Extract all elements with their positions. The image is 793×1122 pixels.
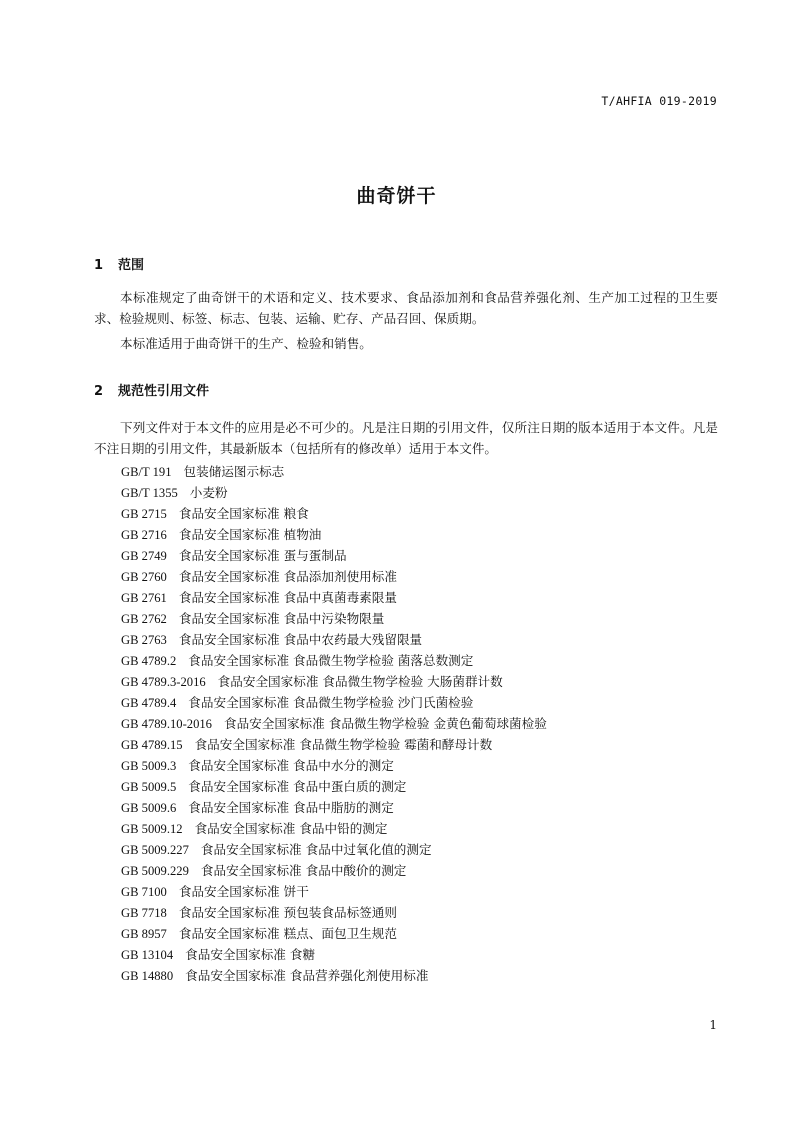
reference-code: GB 2716	[121, 528, 167, 543]
reference-item	[121, 629, 547, 650]
section-number: 1	[94, 258, 104, 273]
reference-title: 食品安全国家标准 食品中农药最大残留限量	[178, 632, 423, 648]
scope-paragraph-2: 本标准适用于曲奇饼干的生产、检验和销售。	[120, 336, 372, 351]
reference-code: GB 8957	[121, 927, 167, 942]
reference-title: 食品安全国家标准 食品中过氧化值的测定	[200, 842, 432, 858]
reference-title: 食品安全国家标准 食品微生物学检验 大肠菌群计数	[217, 674, 503, 690]
reference-code: GB 13104	[121, 948, 174, 963]
scope-paragraph-1: 本标准规定了曲奇饼干的术语和定义、技术要求、食品添加剂和食品营养强化剂、生产加工过程的卫生要求、检验规则、标签、标志、包装、运输、贮存、产品召回、保质期。	[94, 290, 718, 326]
reference-title: 食品安全国家标准 食品微生物学检验 菌落总数测定	[188, 653, 474, 669]
reference-title: 小麦粉	[189, 485, 228, 501]
page-title: 曲奇饼干	[356, 185, 437, 207]
reference-title: 食品安全国家标准 食品微生物学检验 金黄色葡萄球菌检验	[223, 716, 547, 732]
reference-code: GB 4789.10-2016	[121, 717, 212, 732]
reference-title: 食品安全国家标准 食品营养强化剂使用标准	[185, 968, 429, 984]
reference-code: GB 5009.3	[121, 759, 177, 774]
reference-code: GB 2763	[121, 633, 167, 648]
reference-title: 食品安全国家标准 食品中污染物限量	[178, 611, 385, 627]
reference-title: 食品安全国家标准 粮食	[178, 506, 309, 522]
reference-code: GB 7718	[121, 906, 167, 921]
section-heading-scope	[94, 254, 144, 273]
reference-code: GB 2761	[121, 591, 167, 606]
page-number: 1	[709, 1018, 717, 1032]
document-code: T/AHFIA 019-2019	[601, 94, 717, 108]
reference-title: 食品安全国家标准 食品添加剂使用标准	[178, 569, 397, 585]
reference-code: GB 4789.15	[121, 738, 183, 753]
reference-code: GB 2762	[121, 612, 167, 627]
reference-title: 食品安全国家标准 食品微生物学检验 霉菌和酵母计数	[194, 737, 493, 753]
reference-item	[121, 587, 547, 608]
reference-code: GB/T 191	[121, 465, 172, 479]
reference-code: GB 4789.4	[121, 696, 177, 711]
reference-code: GB 5009.6	[121, 801, 177, 816]
reference-title: 食品安全国家标准 饼干	[178, 884, 309, 900]
references-intro-paragraph: 下列文件对于本文件的应用是必不可少的。凡是注日期的引用文件，仅所注日期的版本适用于本文件。凡是不注日期的引用文件，其最新版本（包括所有的修改单）适用于本文件。	[94, 420, 718, 456]
reference-list	[121, 461, 547, 986]
reference-item	[121, 797, 547, 818]
reference-code: GB 4789.3-2016	[121, 675, 206, 690]
section-number: 2	[94, 384, 104, 399]
reference-item	[121, 566, 547, 587]
section-title: 规范性引用文件	[118, 384, 210, 399]
reference-code: GB 7100	[121, 885, 167, 900]
reference-item	[121, 860, 547, 881]
reference-code: GB 5009.12	[121, 822, 183, 837]
reference-code: GB 5009.227	[121, 843, 189, 858]
reference-title: 食品安全国家标准 食品中铅的测定	[194, 821, 388, 837]
reference-item	[121, 503, 547, 524]
reference-item	[121, 755, 547, 776]
reference-item	[121, 650, 547, 671]
reference-item	[121, 713, 547, 734]
reference-item	[121, 461, 547, 482]
reference-code: GB 5009.5	[121, 780, 177, 795]
reference-title: 食品安全国家标准 食品中蛋白质的测定	[188, 779, 407, 795]
reference-item	[121, 671, 547, 692]
reference-item	[121, 881, 547, 902]
reference-item	[121, 944, 547, 965]
reference-code: GB 2760	[121, 570, 167, 585]
reference-title: 包装储运图示标志	[183, 464, 285, 479]
reference-item	[121, 965, 547, 986]
reference-code: GB/T 1355	[121, 486, 178, 501]
reference-item	[121, 545, 547, 566]
reference-item	[121, 776, 547, 797]
reference-code: GB 2749	[121, 549, 167, 564]
reference-title: 食品安全国家标准 植物油	[178, 527, 322, 543]
reference-title: 食品安全国家标准 食品微生物学检验 沙门氏菌检验	[188, 695, 474, 711]
reference-item	[121, 818, 547, 839]
reference-title: 食品安全国家标准 食品中酸价的测定	[200, 863, 407, 879]
reference-item	[121, 902, 547, 923]
reference-item	[121, 923, 547, 944]
reference-item	[121, 482, 547, 503]
reference-item	[121, 608, 547, 629]
reference-item	[121, 734, 547, 755]
reference-title: 食品安全国家标准 糕点、面包卫生规范	[178, 926, 397, 942]
reference-code: GB 14880	[121, 969, 174, 984]
reference-item	[121, 839, 547, 860]
reference-item	[121, 524, 547, 545]
section-heading-normative-references	[94, 380, 209, 399]
reference-title: 食品安全国家标准 食品中脂肪的测定	[188, 800, 394, 816]
reference-code: GB 2715	[121, 507, 167, 522]
reference-title: 食品安全国家标准 预包装食品标签通则	[178, 905, 397, 921]
reference-code: GB 4789.2	[121, 654, 177, 669]
reference-title: 食品安全国家标准 食糖	[185, 947, 316, 963]
reference-title: 食品安全国家标准 食品中真菌毒素限量	[178, 590, 397, 606]
reference-title: 食品安全国家标准 食品中水分的测定	[188, 758, 394, 774]
section-title: 范围	[118, 258, 145, 273]
reference-item	[121, 692, 547, 713]
reference-code: GB 5009.229	[121, 864, 189, 879]
reference-title: 食品安全国家标准 蛋与蛋制品	[178, 548, 347, 564]
